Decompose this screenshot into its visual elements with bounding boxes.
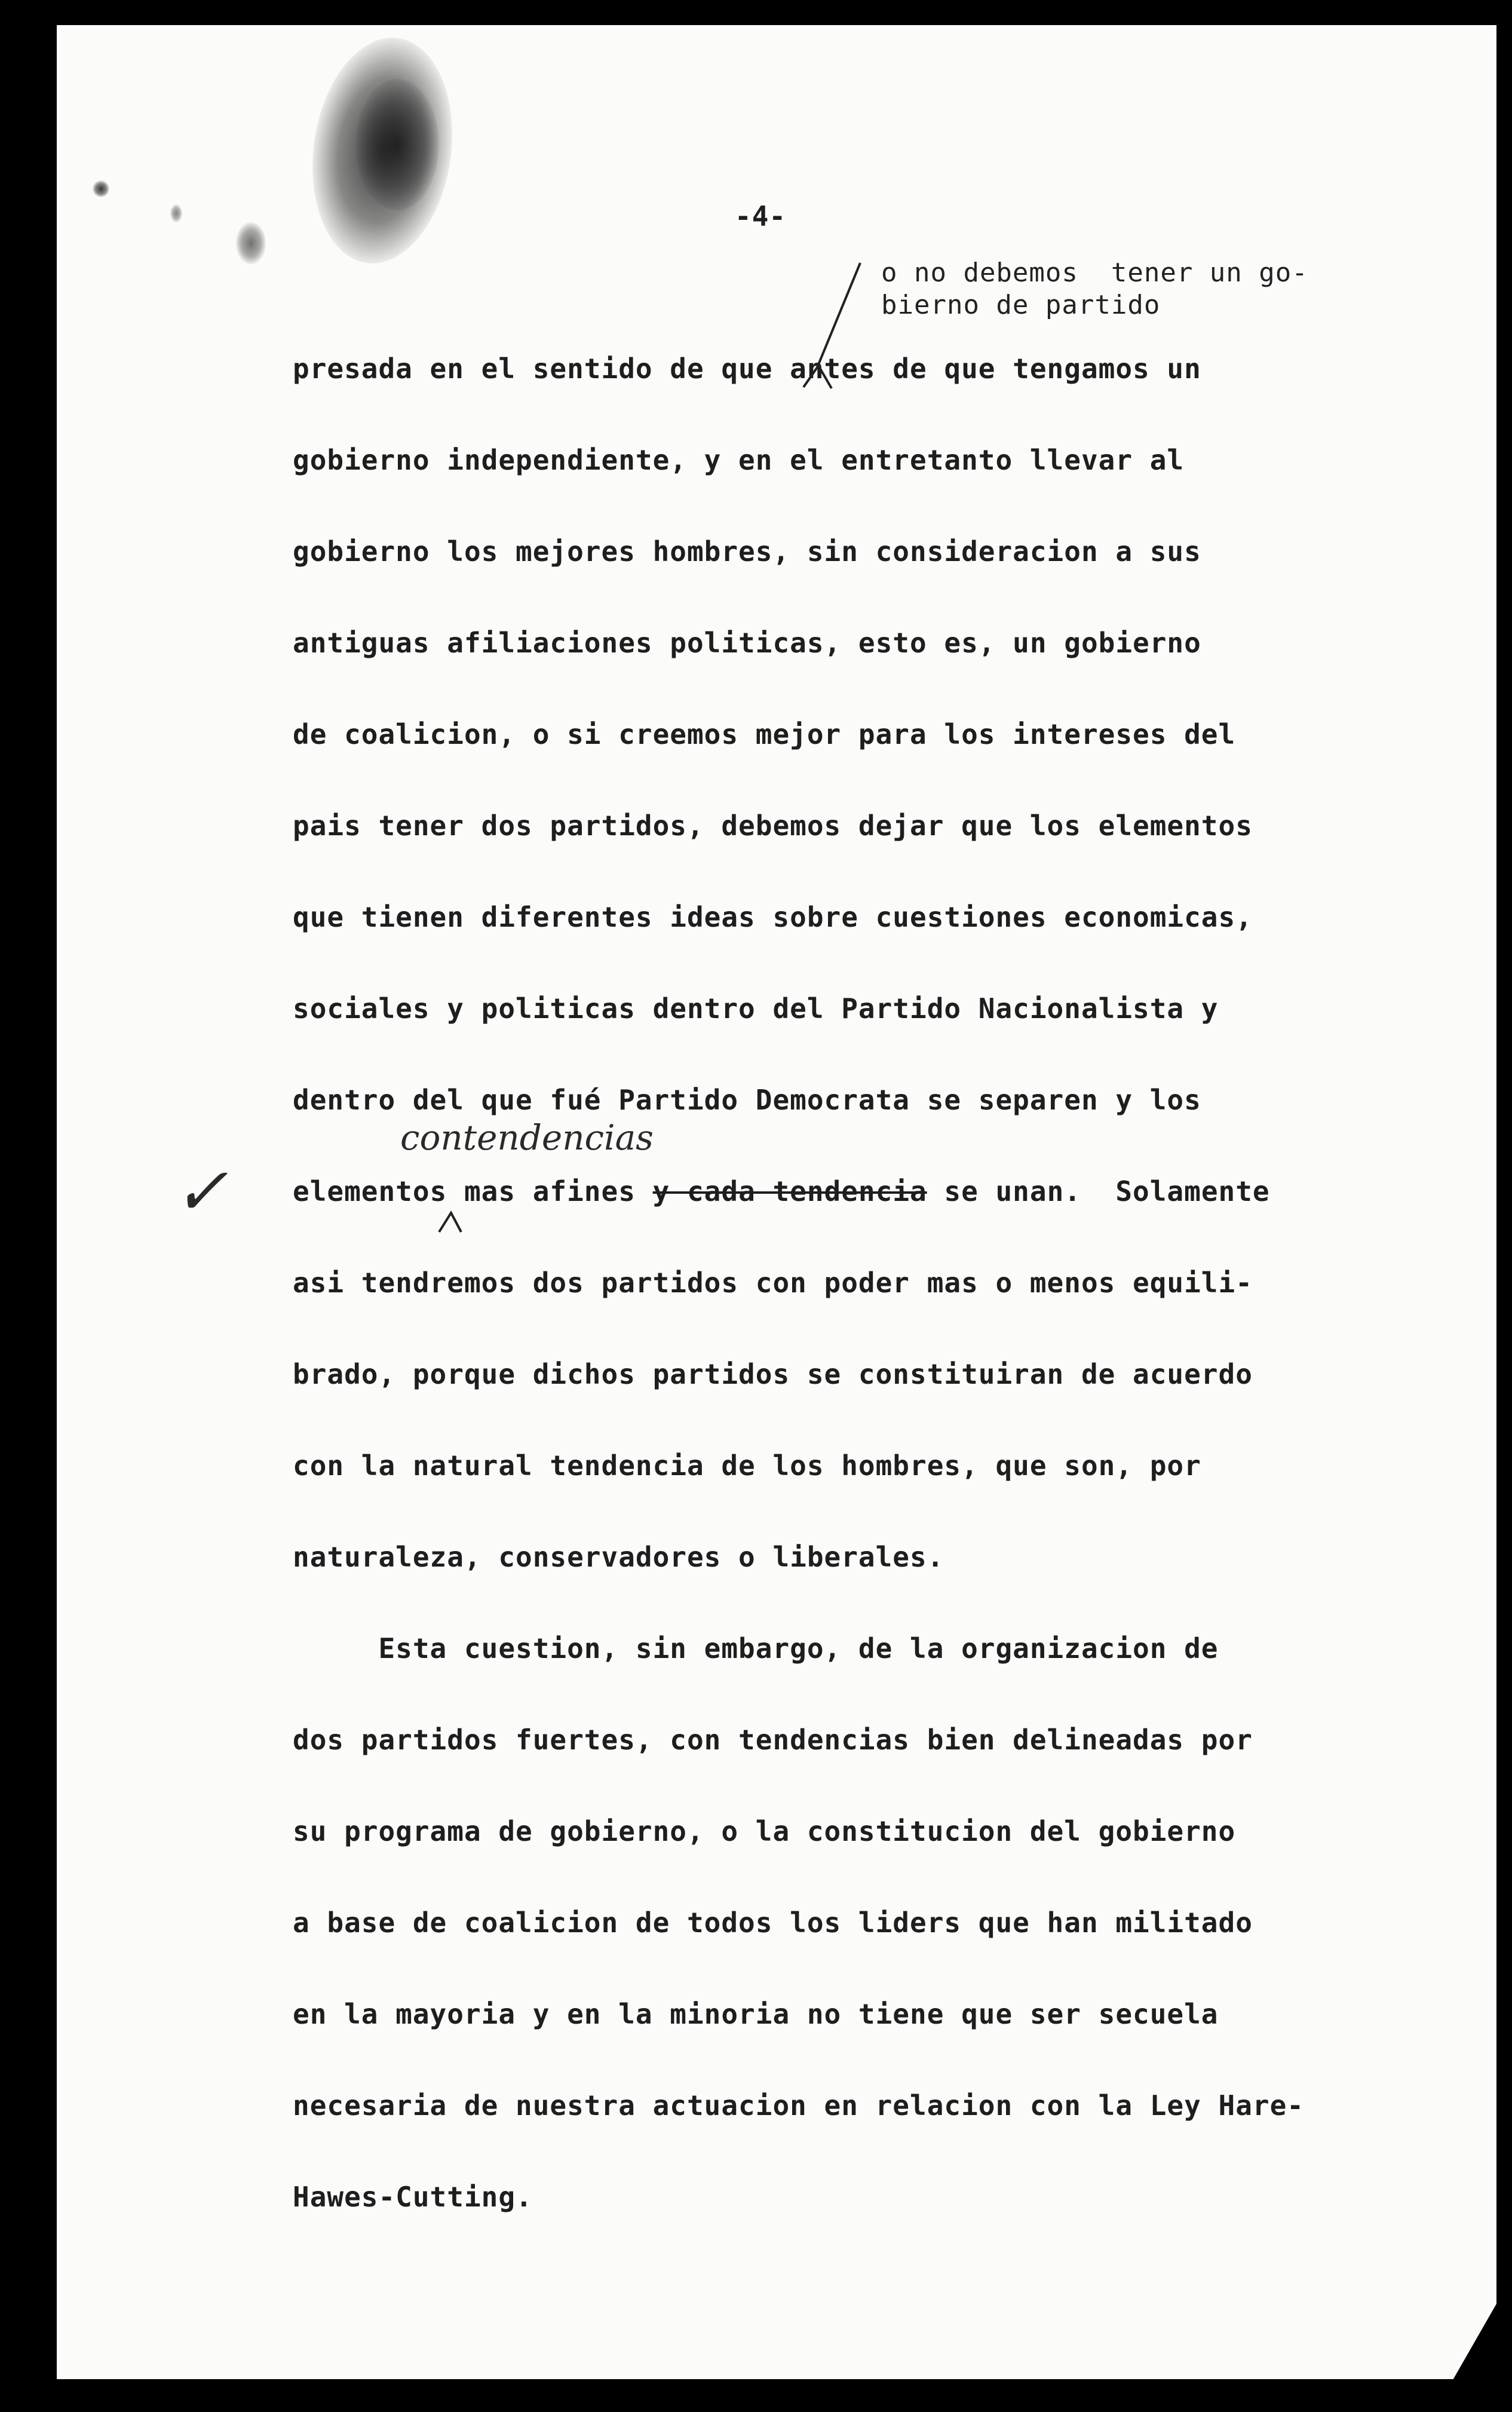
text-line: pais tener dos partidos, debemos dejar que los elementos [293,810,1253,842]
text-line: antiguas afiliaciones politicas, esto es, un gobierno [293,627,1201,659]
ink-smudge [170,204,182,222]
text-line: asi tendremos dos partidos con poder mas o menos equili- [293,1267,1253,1299]
text-line: con la natural tendencia de los hombres, que son, por [293,1449,1201,1482]
text-line: dos partidos fuertes, con tendencias bien delineadas por [293,1724,1253,1756]
text-line: Hawes-Cutting. [293,2181,533,2213]
page-number: -4- [735,200,787,232]
text-line: en la mayoria y en la minoria no tiene que ser secuela [293,1998,1219,2030]
text-line: Esta cuestion, sin embargo, de la organizacion de [293,1632,1219,1665]
text-segment: se unan. Solamente [927,1175,1270,1207]
text-line: presada en el sentido de que antes de que tengamos un [293,353,1201,385]
text-line: brado, porque dichos partidos se constituiran de acuerdo [293,1358,1253,1390]
text-line: que tienen diferentes ideas sobre cuestiones economicas, [293,901,1253,933]
text-line: gobierno los mejores hombres, sin consideracion a sus [293,535,1201,568]
text-line: a base de coalicion de todos los liders que han militado [293,1907,1253,1939]
insertion-note-line: o no debemos tener un go- [881,258,1308,288]
insertion-note [881,257,1308,321]
margin-check-mark: ✓ [173,1153,229,1230]
handwritten-correction: contendencias [400,1117,654,1158]
text-line: su programa de gobierno, o la constitucion del gobierno [293,1815,1236,1847]
ink-smudge [236,222,266,264]
ink-smudge [93,180,109,197]
text-line: naturaleza, conservadores o liberales. [293,1541,944,1573]
ink-smudge [355,79,439,210]
text-line: de coalicion, o si creemos mejor para los intereses del [293,718,1236,750]
text-line-with-strikethrough [293,1175,1270,1207]
struck-text: y cada tendencia [652,1175,927,1207]
text-line: necesaria de nuestra actuacion en relacion con la Ley Hare- [293,2089,1304,2122]
text-line: dentro del que fué Partido Democrata se separen y los [293,1084,1201,1116]
text-segment: elementos mas afines [293,1175,653,1207]
insertion-note-line: bierno de partido [881,290,1161,320]
text-line: gobierno independiente, y en el entretanto llevar al [293,444,1185,476]
text-line: sociales y politicas dentro del Partido Nacionalista y [293,992,1219,1025]
